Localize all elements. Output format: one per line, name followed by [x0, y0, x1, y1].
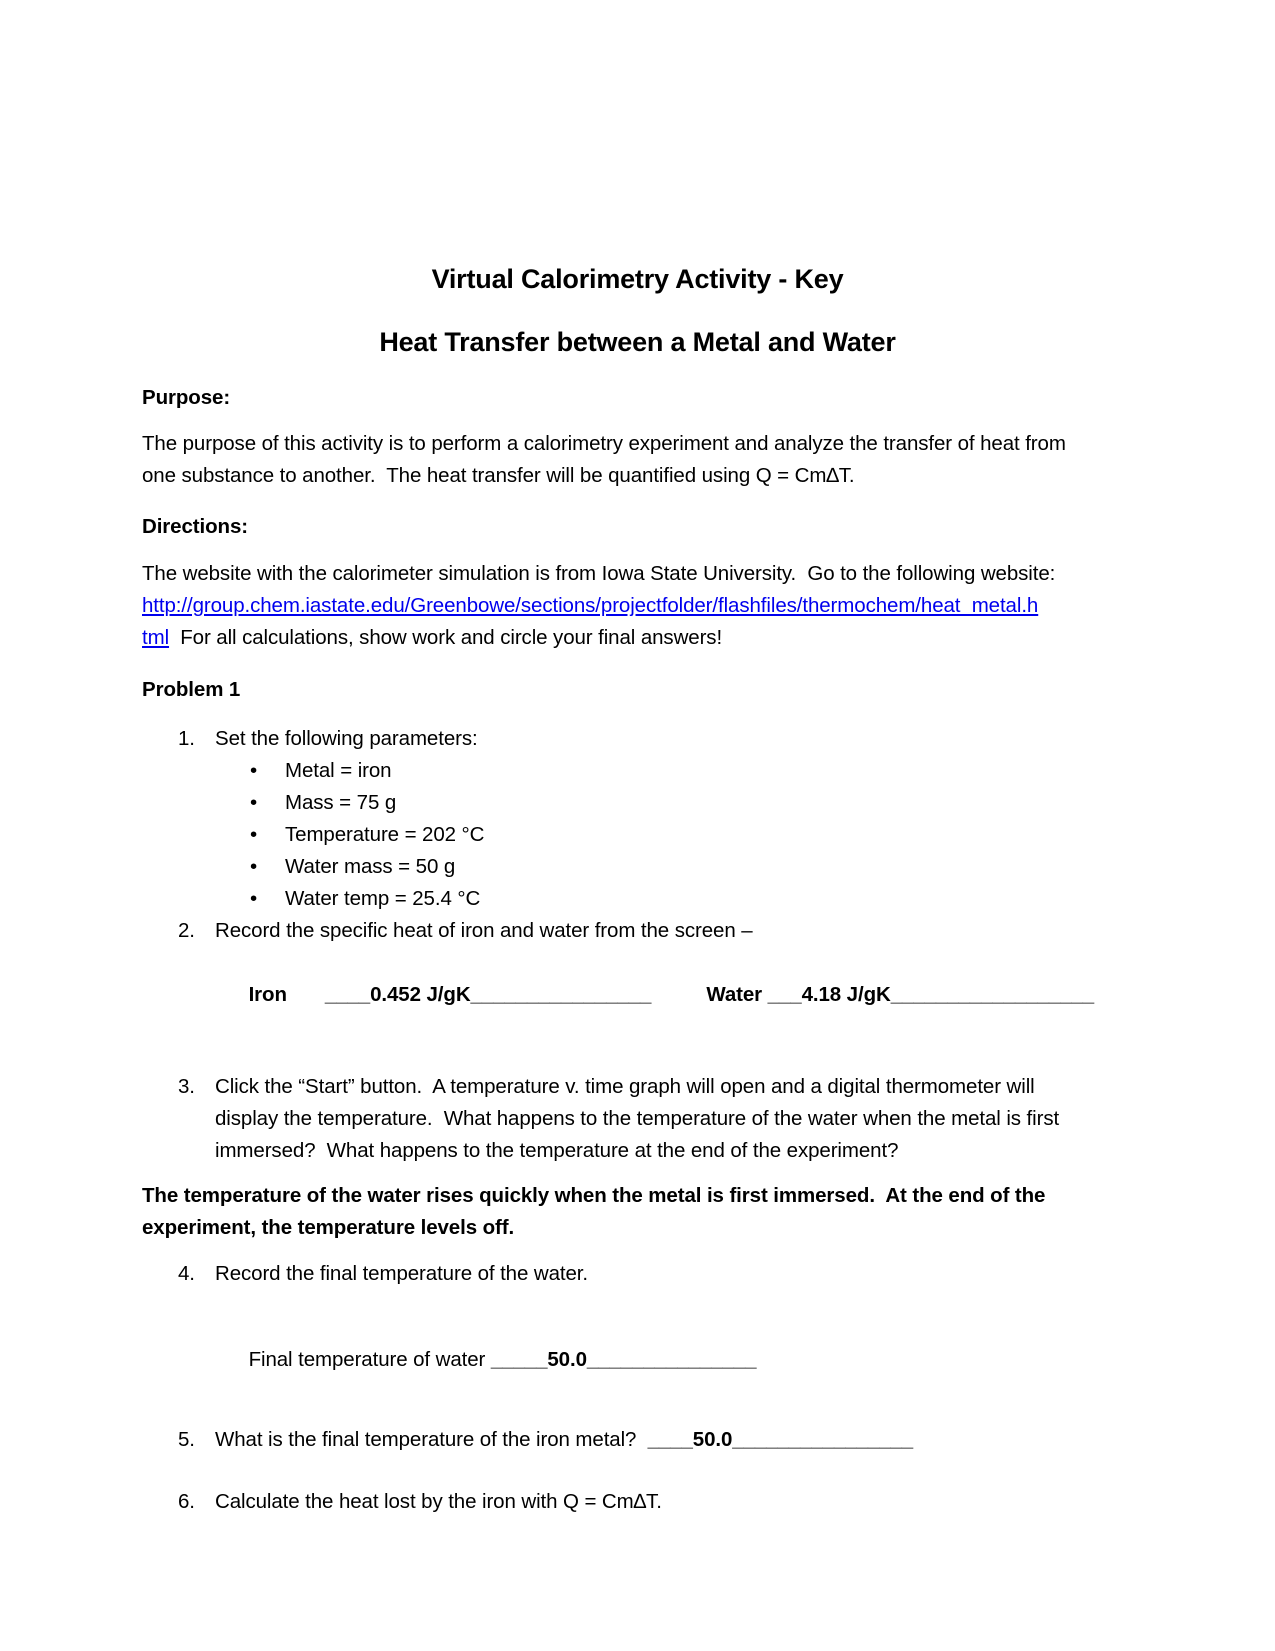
answer-3-line-2: experiment, the temperature levels off. — [142, 1216, 515, 1239]
answer-3-line-1: The temperature of the water rises quickly when the metal is first immersed. At the end of the — [142, 1184, 1046, 1207]
final-water-temp-answer-line — [215, 1312, 1133, 1408]
blank-underscores-post: ________________ — [732, 1428, 914, 1451]
directions-link-line-2 — [142, 622, 1133, 654]
bullet-mass — [250, 787, 1133, 819]
parameter-bullet-list — [142, 755, 1133, 915]
directions-after-link: For all calculations, show work and circle your final answers! — [169, 626, 723, 649]
bullet-icon: • — [250, 823, 258, 846]
directions-link-line-1 — [142, 590, 1133, 622]
simulation-url-link-wrap[interactable]: tml — [142, 626, 170, 649]
final-water-temp-label: Final temperature of water — [248, 1348, 491, 1371]
blank-underscores-pre: ____ — [647, 1428, 693, 1451]
list-item-1 — [178, 723, 1133, 755]
bullet-icon: • — [250, 791, 258, 814]
simulation-url-link[interactable]: http://group.chem.iastate.edu/Greenbowe/sections/projectfolder/flashfiles/thermochem/heat_metal.h — [142, 594, 1039, 617]
list-item-3 — [178, 1071, 1133, 1167]
item-4-number: 4. — [178, 1262, 195, 1285]
final-iron-temp-value: 50.0 — [692, 1428, 733, 1451]
item-3-number: 3. — [178, 1075, 195, 1098]
item-5-number: 5. — [178, 1428, 195, 1451]
purpose-line-2: one substance to another. The heat transfer will be quantified using Q = Cm∆T. — [142, 464, 855, 487]
bullet-mass-text: Mass = 75 g — [285, 791, 397, 814]
item-1-number: 1. — [178, 727, 195, 750]
specific-heat-answer-line — [215, 947, 1133, 1043]
blank-underscores-pre: _____ — [490, 1348, 548, 1371]
bullet-water-mass — [250, 851, 1133, 883]
purpose-paragraph — [142, 428, 1133, 492]
list-item-5 — [178, 1424, 1133, 1456]
item-3-line-1: Click the “Start” button. A temperature v. time graph will open and a digital thermometer will — [215, 1075, 1035, 1098]
final-water-temp-value: 50.0 — [547, 1348, 587, 1371]
item-3-line-2: display the temperature. What happens to the temperature of the water when the metal is first — [215, 1107, 1060, 1130]
question-3-answer — [142, 1180, 1133, 1244]
purpose-heading: Purpose: — [142, 386, 231, 409]
item-2-number: 2. — [178, 919, 195, 942]
item-5-text-wrap — [215, 1424, 913, 1456]
water-label: Water — [706, 983, 763, 1006]
bullet-metal-text: Metal = iron — [285, 759, 392, 782]
item-5-text: What is the final temperature of the iron metal? — [215, 1428, 648, 1451]
directions-paragraph — [142, 558, 1133, 654]
bullet-temperature — [250, 819, 1133, 851]
iron-label: Iron — [248, 983, 287, 1006]
bullet-water-temp — [250, 883, 1133, 915]
list-item-4 — [178, 1258, 1133, 1290]
final-iron-temp-blank — [648, 1428, 914, 1451]
item-3-line-3: immersed? What happens to the temperature at the end of the experiment? — [215, 1139, 899, 1162]
bullet-water-mass-text: Water mass = 50 g — [285, 855, 456, 878]
item-3-text — [215, 1071, 1059, 1167]
item-6-number: 6. — [178, 1490, 195, 1513]
problem1-heading: Problem 1 — [142, 678, 241, 701]
bullet-temperature-text: Temperature = 202 °C — [285, 823, 485, 846]
document-title: Virtual Calorimetry Activity - Key — [431, 264, 844, 294]
document-content — [142, 0, 1133, 1518]
item-4-text: Record the final temperature of the water. — [215, 1262, 588, 1285]
directions-intro: The website with the calorimeter simulation is from Iowa State University. Go to the following website: — [142, 562, 1056, 585]
final-water-temp-blank — [491, 1348, 757, 1371]
purpose-line-1: The purpose of this activity is to perform a calorimetry experiment and analyze the transfer of heat from — [142, 432, 1066, 455]
item-2-text: Record the specific heat of iron and water from the screen – — [215, 919, 753, 942]
bullet-icon: • — [250, 887, 258, 910]
bullet-icon: • — [250, 759, 258, 782]
item-6-text: Calculate the heat lost by the iron with Q = Cm∆T. — [215, 1490, 662, 1513]
bullet-metal — [250, 755, 1133, 787]
document-subtitle: Heat Transfer between a Metal and Water — [379, 327, 896, 357]
item-1-text: Set the following parameters: — [215, 727, 478, 750]
list-item-2 — [178, 915, 1133, 947]
bullet-icon: • — [250, 855, 258, 878]
water-specific-heat-value: ___4.18 J/gK__________________ — [767, 983, 1095, 1006]
iron-specific-heat-value: ____0.452 J/gK________________ — [324, 983, 652, 1006]
blank-underscores-post: _______________ — [586, 1348, 757, 1371]
list-item-6 — [178, 1486, 1133, 1518]
directions-heading: Directions: — [142, 515, 248, 538]
bullet-water-temp-text: Water temp = 25.4 °C — [285, 887, 481, 910]
